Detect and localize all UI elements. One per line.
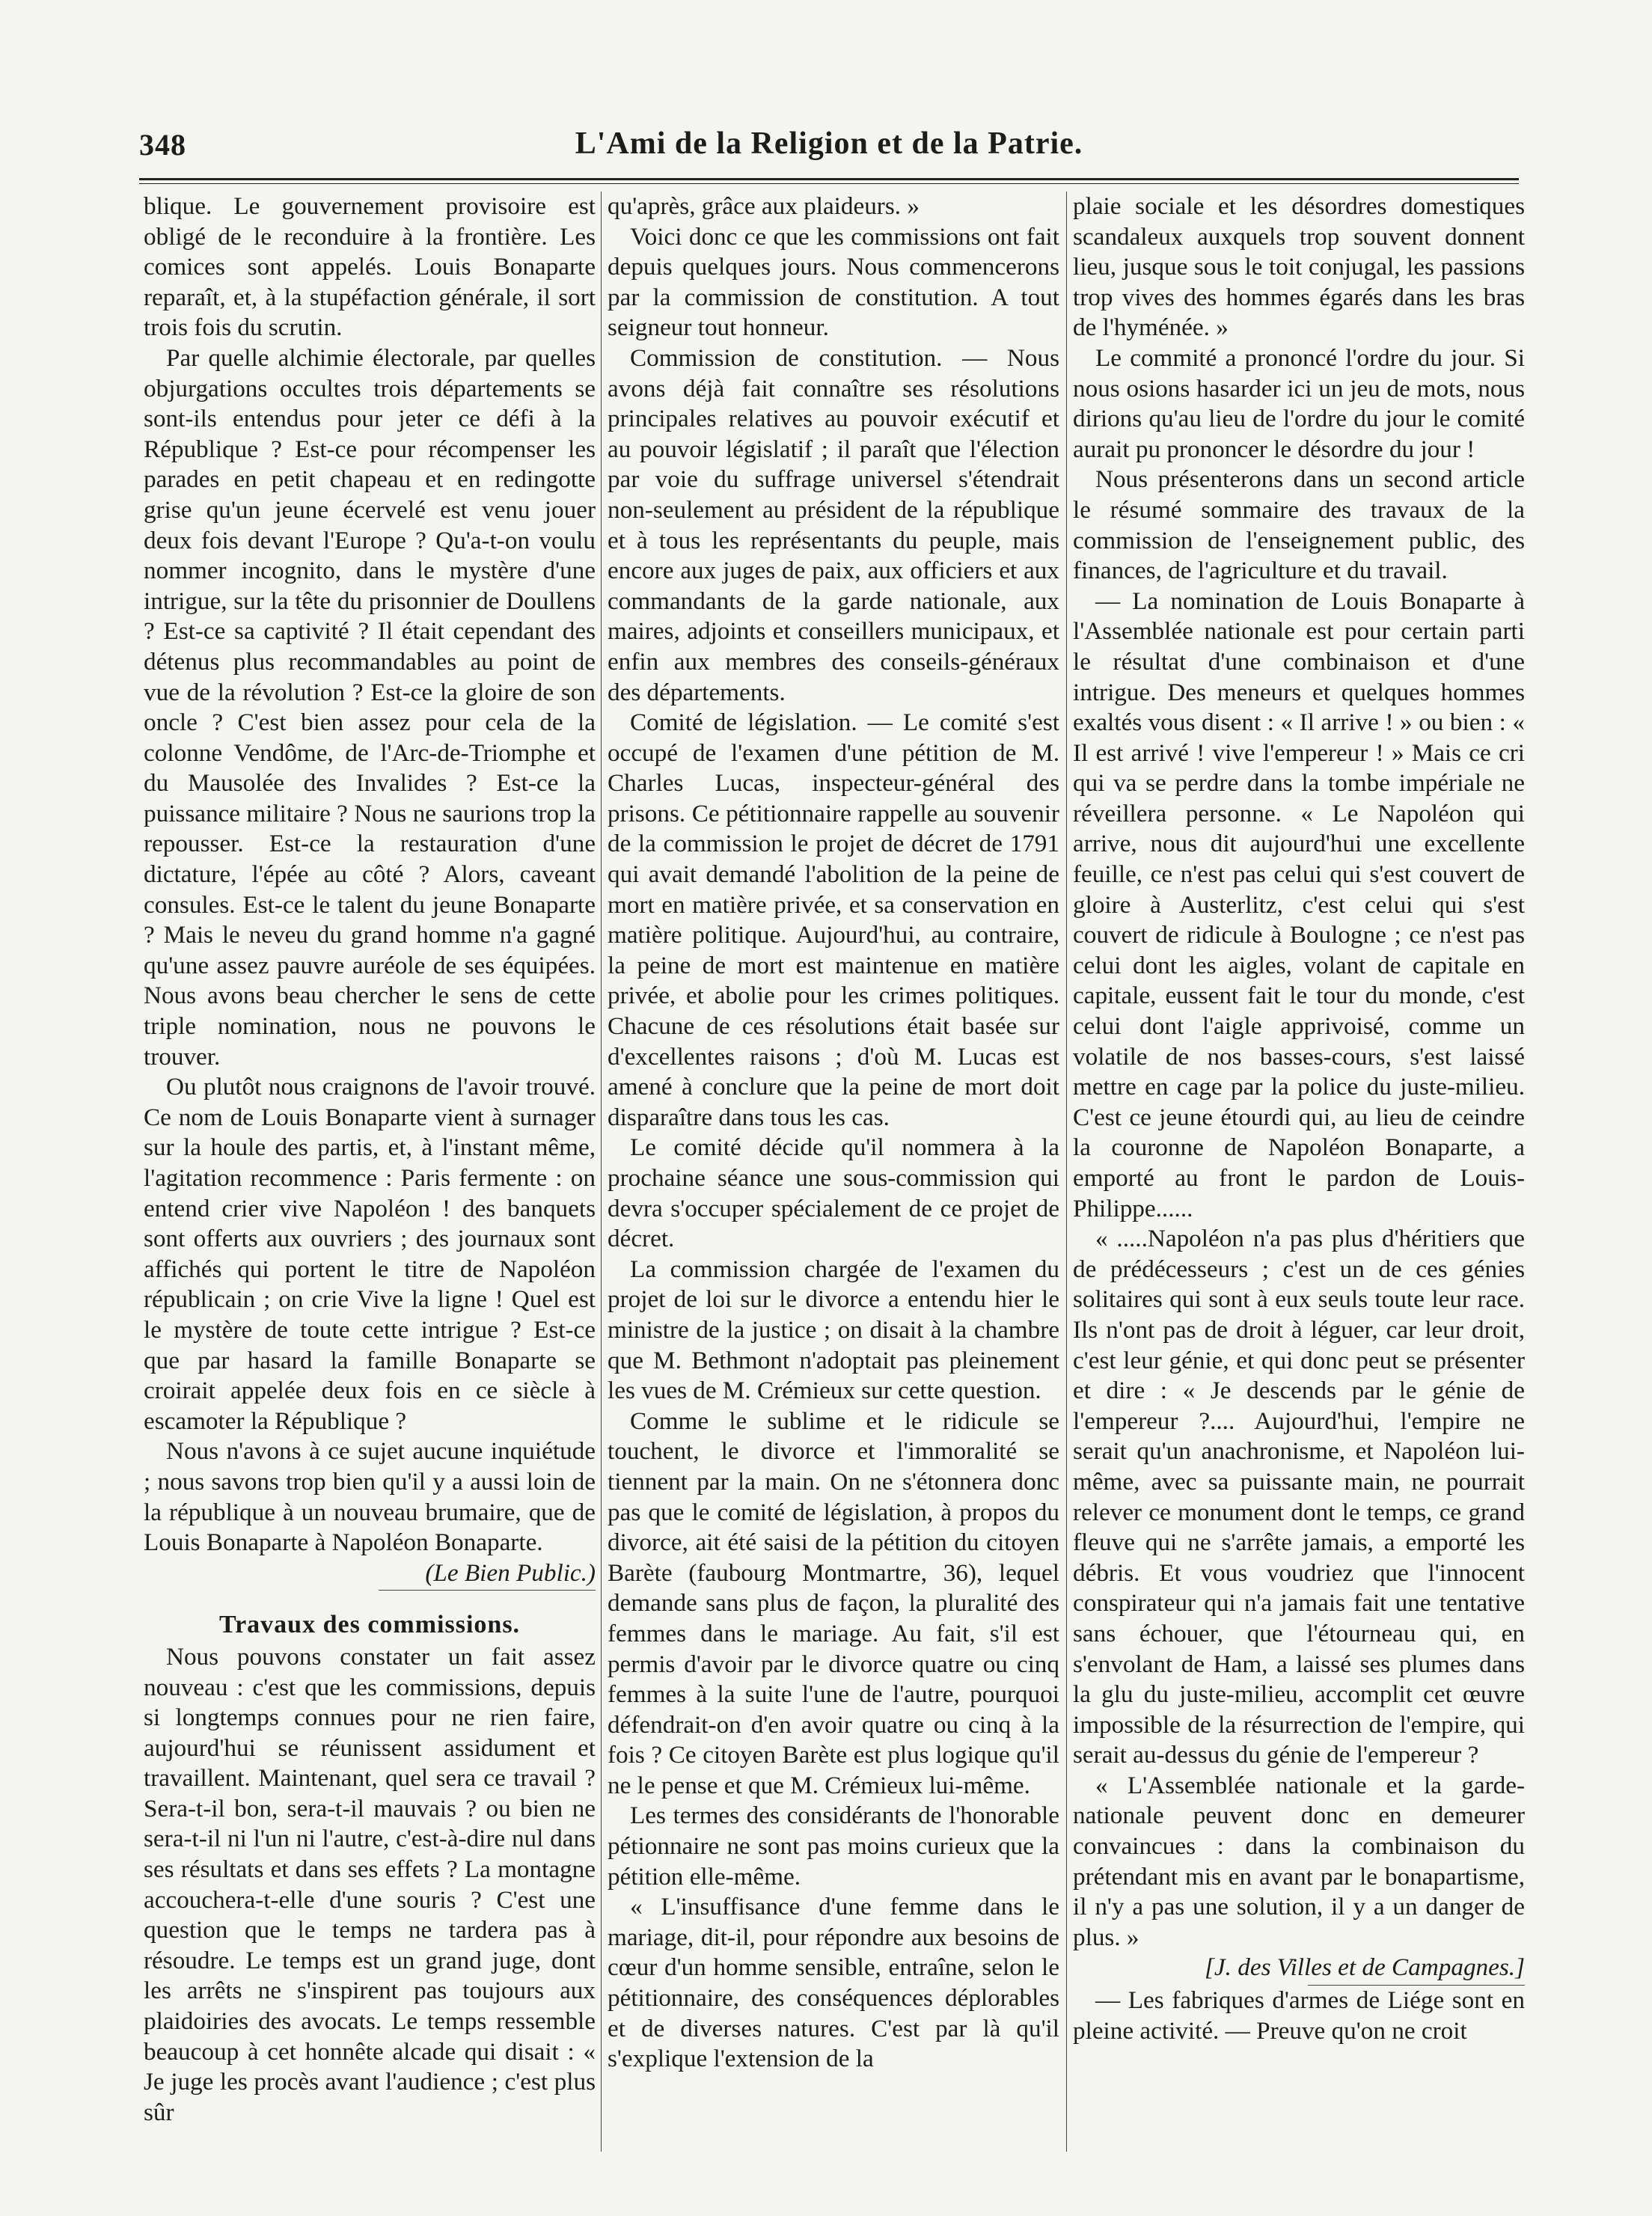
column-2: [608, 192, 1059, 2152]
journal-title: L'Ami de la Religion et de la Patrie.: [575, 126, 1083, 161]
article-paragraph: La commission chargée de l'examen du projet de loi sur le divorce a entendu hier le ministre de la justice ; on disait à la chambre que M. Bethmont n'adoptait pas pleinement les vues de M. Crémieux sur cette question.: [608, 1255, 1059, 1405]
section-heading: Travaux des commissions.: [218, 1611, 521, 1639]
article-paragraph: Nous n'avons à ce sujet aucune inquiétude ; nous savons trop bien qu'il y a aussi loin de la république à un nouveau brumaire, que de Louis Bonaparte à Napoléon Bonaparte.: [144, 1437, 596, 1557]
article-paragraph: « L'insuffisance d'une femme dans le mariage, dit-il, pour répondre aux besoins de cœur d'un homme sensible, entraîne, selon le pétitionnaire, des conséquences déplorables et de diverses natures. C'est par là qu'il s'explique l'extension de la: [608, 1893, 1059, 2073]
source-attribution: (Le Bien Public.): [425, 1558, 596, 1587]
article-paragraph: Comme le sublime et le ridicule se touchent, le divorce et l'immoralité se tiennent par la main. On ne s'étonnera donc pas que le comité de législation, à propos du divorce, ait été saisi de la pétition du citoyen Barète (faubourg Montmartre, 36), lequel demande sans plus de façon, la pluralité des femmes dans le mariage. Au fait, s'il est permis d'avoir par le divorce quatre ou cinq femmes à la suite l'une de l'autre, pourquoi défendrait-on d'en avoir quatre ou cinq à la fois ? Ce citoyen Barète est plus logique qu'il ne le pense et que M. Crémieux lui-même.: [608, 1407, 1059, 1799]
page-header: [139, 126, 1519, 171]
article-paragraph: qu'après, grâce aux plaideurs. »: [608, 192, 920, 220]
article-paragraph: blique. Le gouvernement provisoire est obligé de le reconduire à la frontière. Les comices sont appelés. Louis Bonaparte reparaît, et, à la stupéfaction générale, il sort trois fois du scrutin.: [144, 192, 596, 342]
column-divider: [1066, 192, 1067, 2152]
column-divider: [601, 192, 602, 2152]
article-paragraph: Comité de législation. — Le comité s'est occupé de l'examen d'une pétition de M. Charles Lucas, inspecteur-général des prisons. Ce pétitionnaire rappelle au souvenir de la commission le projet de décret de 1791 qui avait demandé l'abolition de la peine de mort en matière privée, et sa conservation en matière politique. Aujourd'hui, au contraire, la peine de mort est maintenue en matière privée, et abolie pour les crimes politiques. Chacune de ces résolutions était basée sur d'excellentes raisons ; d'où M. Lucas est amené à conclure que la peine de mort doit disparaître dans tous les cas.: [608, 708, 1059, 1131]
article-paragraph: « .....Napoléon n'a pas plus d'héritiers que de prédécesseurs ; c'est un de ces génies solitaires qui sont à eux seuls toute leur race. Ils n'ont pas de droit à léguer, car leur droit, c'est leur génie, et qui donc peut se présenter et dire : « Je descends par le génie de l'empereur ?.... Aujourd'hui, l'empire ne serait qu'un anachronisme, et Napoléon lui-même, avec sa puissante main, ne pourrait relever ce monument dont le temps, ce grand fleuve qui ne s'arrête jamais, a emporté les débris. Et vous voudriez que l'innocent conspirateur qui n'a jamais fait une tentative sans échouer, que l'étourneau qui, en s'envolant de Ham, a laissé ses plumes dans la glu du juste-milieu, accomplit cet œuvre impossible de la résurrection de l'empire, qui serait au-dessus du génie de l'empereur ?: [1073, 1225, 1525, 1769]
article-paragraph: — Les fabriques d'armes de Liége sont en pleine activité. — Preuve qu'on ne croit: [1073, 1986, 1525, 2045]
article-paragraph: Par quelle alchimie électorale, par quelles objurgations occultes trois départements se sont-ils entendus pour jeter ce défi à la République ? Est-ce pour récompenser les parades en petit chapeau et en redingotte grise qu'un jeune écervelé est venu jouer deux fois devant l'Europe ? Qu'a-t-on voulu nommer incognito, dans le mystère d'une intrigue, sur la tête du prisonnier de Doullens ? Est-ce sa captivité ? Il était cependant des détenus plus recommandables au point de vue de la révolution ? Est-ce la gloire de son oncle ? C'est bien assez pour cela de la colonne Vendôme, de l'Arc-de-Triomphe et du Mausolée des Invalides ? Est-ce la puissance militaire ? Nous ne saurions trop la repousser. Est-ce la restauration d'une dictature, l'épée au côté ? Alors, caveant consules. Est-ce le talent du jeune Bonaparte ? Mais le neveu du grand homme n'a gagné qu'une assez pauvre auréole de ses équipées. Nous avons beau chercher le sens de cette triple nomination, nous ne pouvons le trouver.: [144, 343, 596, 1071]
source-attribution: [J. des Villes et de Campagnes.]: [1205, 1953, 1525, 1982]
page-number: 348: [139, 128, 186, 162]
column-3: [1073, 192, 1525, 2152]
article-paragraph: — La nomination de Louis Bonaparte à l'Assemblée nationale est pour certain parti le résultat d'une combinaison et d'une intrigue. Des meneurs et quelques hommes exaltés vous disent : « Il arrive ! » ou bien : « Il est arrivé ! vive l'empereur ! » Mais ce cri qui va se perdre dans la tombe impériale ne réveillera personne. « Le Napoléon qui arrive, nous dit aujourd'hui une excellente feuille, ce n'est pas celui qui s'est couvert de gloire à Austerlitz, c'est celui qui s'est couvert de ridicule à Boulogne ; ce n'est pas celui dont les aigles, volant de capitale en capitale, eussent fait le tour du monde, c'est celui dont l'aigle apprivoisé, comme un volatile de nos basses-cours, s'est laissé mettre en cage par la police du juste-milieu. C'est ce jeune étourdi qui, au lieu de ceindre la couronne de Napoléon Bonaparte, a emporté au front le pardon de Louis-Philippe......: [1073, 587, 1525, 1222]
header-rule-thin: [139, 183, 1519, 184]
article-paragraph: Nous présenterons dans un second article le résumé sommaire des travaux de la commission de l'enseignement public, des finances, de l'agriculture et du travail.: [1073, 465, 1525, 585]
article-paragraph: Voici donc ce que les commissions ont fait depuis quelques jours. Nous commencerons par la commission de constitution. A tout seigneur tout honneur.: [608, 222, 1059, 342]
article-paragraph: Nous pouvons constater un fait assez nouveau : c'est que les commissions, depuis si longtemps connues pour ne rien faire, aujourd'hui se réunissent assidument et travaillent. Maintenant, quel sera ce travail ? Sera-t-il bon, sera-t-il mauvais ? ou bien ne sera-t-il ni l'un ni l'autre, c'est-à-dire nul dans ses résultats et dans ses effets ? La montagne accouchera-t-elle d'une souris ? C'est une question que le temps ne tardera pas à résoudre. Le temps est un grand juge, dont les arrêts ne s'inspirent pas toujours aux plaidoiries des avocats. Le temps ressemble beaucoup à cet honnête alcade qui disait : « Je juge les procès avant l'audience ; c'est plus sûr: [144, 1642, 596, 2126]
article-paragraph: plaie sociale et les désordres domestiques scandaleux auxquels trop souvent donnent lieu, jusque sous le toit conjugal, les passions trop vives des hommes égarés dans les bras de l'hyménée. »: [1073, 192, 1525, 342]
article-paragraph: Le commité a prononcé l'ordre du jour. Si nous osions hasarder ici un jeu de mots, nous dirions qu'au lieu de l'ordre du jour le comité aurait pu prononcer le désordre du jour !: [1073, 343, 1525, 463]
column-1: [144, 192, 596, 2152]
article-paragraph: « L'Assemblée nationale et la garde-nationale peuvent donc en demeurer convaincues : dans la combinaison du prétendant mis en avant par le bonapartisme, il n'y a pas une solution, il y a un danger de plus. »: [1073, 1771, 1525, 1951]
article-paragraph: Ou plutôt nous craignons de l'avoir trouvé. Ce nom de Louis Bonaparte vient à surnager sur la houle des partis, et, à l'instant même, l'agitation recommence : Paris fermente : on entend crier vive Napoléon ! des banquets sont offerts aux ouvriers ; des journaux sont affichés qui portent le titre de Napoléon républicain ; on crie Vive la ligne ! Quel est le mystère de toute cette intrigue ? Est-ce que par hasard la famille Bonaparte se croirait appelée deux fois en ce siècle à escamoter la République ?: [144, 1073, 596, 1435]
article-paragraph: Le comité décide qu'il nommera à la prochaine séance une sous-commission qui devra s'occuper spécialement de ce projet de décret.: [608, 1133, 1059, 1253]
article-paragraph: Les termes des considérants de l'honorable pétionnaire ne sont pas moins curieux que la pétition elle-même.: [608, 1802, 1059, 1891]
header-rule: [139, 178, 1519, 180]
article-paragraph: Commission de constitution. — Nous avons déjà fait connaître ses résolutions principales relatives au pouvoir exécutif et au pouvoir législatif ; il paraît que l'élection par voie du suffrage universel s'étendrait non-seulement au président de la république et à tous les représentants du peuple, mais encore aux juges de paix, aux officiers et aux commandants de la garde nationale, aux maires, adjoints et conseillers municipaux, et enfin aux membres des conseils-généraux des départements.: [608, 343, 1059, 706]
source-rule: [379, 1590, 596, 1591]
